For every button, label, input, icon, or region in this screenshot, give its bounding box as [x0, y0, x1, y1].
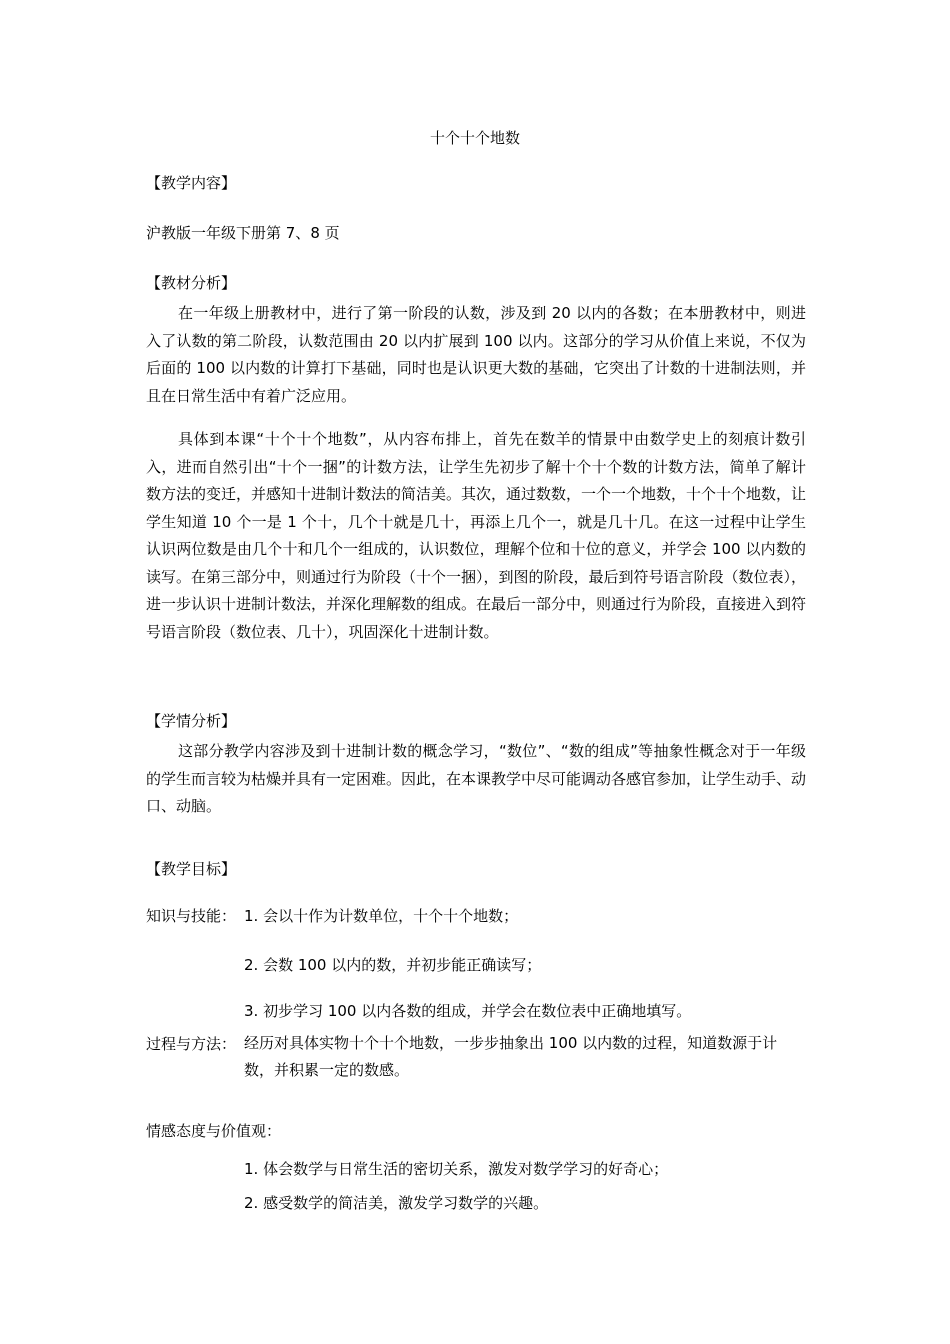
attitude-values-label: 情感态度与价值观：	[146, 1122, 282, 1140]
knowledge-item-2: 2. 会数 100 以内的数，并初步能正确读写；	[244, 956, 542, 974]
knowledge-item-3: 3. 初步学习 100 以内各数的组成，并学会在数位表中正确地填写。	[244, 1002, 692, 1020]
knowledge-skills-label: 知识与技能：	[146, 907, 237, 925]
teaching-content-text: 沪教版一年级下册第 7、8 页	[146, 224, 340, 242]
student-analysis-paragraph: 这部分教学内容涉及到十进制计数的概念学习，“数位”、“数的组成”等抽象性概念对于一年级的学生而言较为枯燥并具有一定困难。因此，在本课教学中尽可能调动各感官参加，让学生动手、动口、动脑。	[146, 742, 807, 815]
attitude-item-1: 1. 体会数学与日常生活的密切关系，激发对数学学习的好奇心；	[244, 1160, 669, 1178]
heading-teaching-content: 【教学内容】	[146, 174, 237, 192]
heading-teaching-goals: 【教学目标】	[146, 860, 237, 878]
heading-material-analysis: 【教材分析】	[146, 274, 237, 292]
heading-student-analysis: 【学情分析】	[146, 712, 237, 730]
attitude-item-2: 2. 感受数学的简洁美，激发学习数学的兴趣。	[244, 1194, 549, 1212]
knowledge-item-1: 1. 会以十作为计数单位，十个十个地数；	[244, 907, 519, 925]
document-title: 十个十个地数	[429, 129, 520, 147]
process-method-label: 过程与方法：	[146, 1035, 237, 1053]
material-analysis-paragraph-1: 在一年级上册教材中，进行了第一阶段的认数，涉及到 20 以内的各数；在本册教材中，则进入了认数的第二阶段，认数范围由 20 以内扩展到 100 以内。这部分的学习从价值上来说，不仅为后面的 100 以内数的计算打下基础，同时也是认识更大数的基础，它突出了计数的十进制法则，并且在日常生活中有着广泛应用。	[146, 304, 806, 405]
material-analysis-paragraph-2: 具体到本课“十个十个地数”，从内容布排上，首先在数羊的情景中由数学史上的刻痕计数引入，进而自然引出“十个一捆”的计数方法，让学生先初步了解十个十个数的计数方法，简单了解计数方法的变迁，并感知十进制计数法的简洁美。其次，通过数数，一个一个地数，十个十个地数，让学生知道 10 个一是 1 个十，几个十就是几十，再添上几个一，就是几十几。在这一过程中让学生认识两位数是由几个十和几个一组成的，认识数位，理解个位和十位的意义，并学会 100 以内数的读写。在第三部分中，则通过行为阶段（十个一捆），到图的阶段，最后到符号语言阶段（数位表），进一步认识十进制计数法，并深化理解数的组成。在最后一部分中，则通过行为阶段，直接进入到符号语言阶段（数位表、几十），巩固深化十进制计数。	[146, 430, 807, 641]
process-method-text: 经历对具体实物十个十个地数，一步步抽象出 100 以内数的过程，知道数源于计数，并积累一定的数感。	[244, 1034, 778, 1079]
